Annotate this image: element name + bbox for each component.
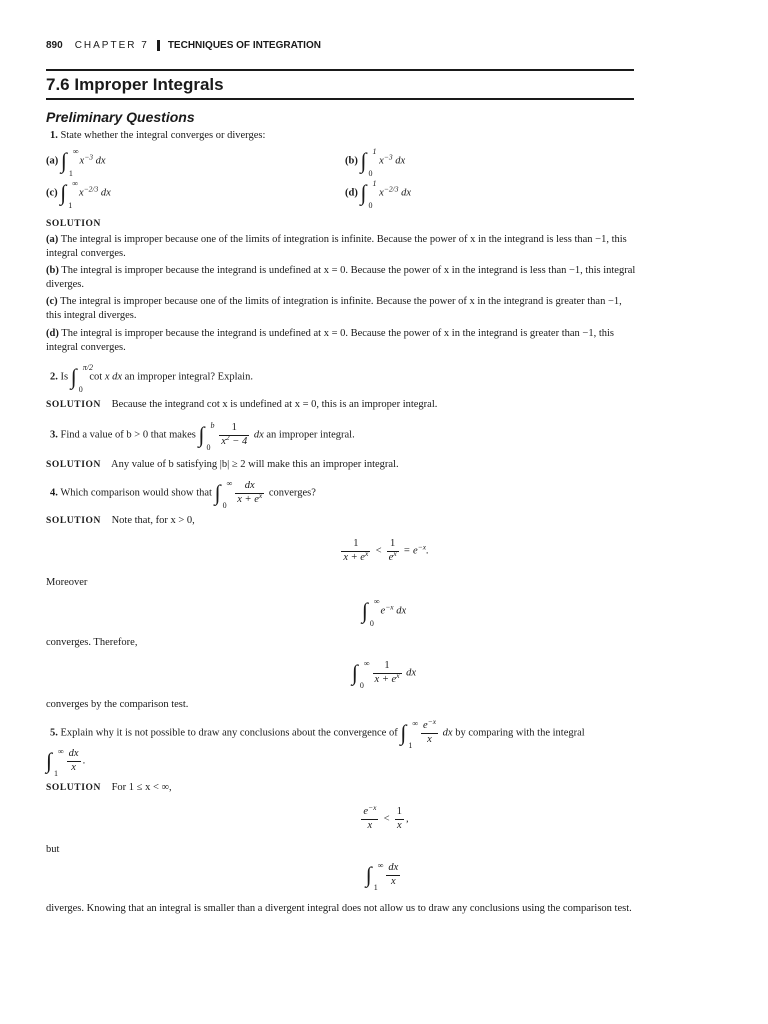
question-3: 3. Find a value of b > 0 that makes ∫ b 0 $\frac{1}{x^2 - 4}$ dx an improper integral. <box>50 421 355 453</box>
integral-sign: ∫ ∞ 1 <box>400 719 419 751</box>
part-label: (c) <box>46 296 58 307</box>
q5-conclusion: diverges. Knowing that an integral is smaller than a divergent integral does not allow us to draw any conclusions using the comparison test. <box>46 903 632 914</box>
question-text-post: an improper integral? Explain. <box>124 371 253 383</box>
q3-solution <box>46 458 399 472</box>
fraction: $\frac{e^{-x}}{x}$ <box>363 803 377 831</box>
solution-label: SOLUTION <box>46 783 101 793</box>
solution-text: Because the integrand cot x is undefined at x = 0, this is an improper integral. <box>111 399 438 410</box>
question-text-post: an improper integral. <box>266 429 355 441</box>
integral-sign: ∫ ∞ 1 <box>46 747 64 779</box>
fraction: $\frac{dx}{x + e^x}$ <box>237 480 263 505</box>
solution-text: The integral is improper because the integrand is undefined at x = 0. Because the power of x in the integrand is greater than −1, this integral converges. <box>46 328 614 354</box>
fraction: $\frac{1}{x^2 - 4}$ <box>221 422 248 447</box>
solution-text: The integral is improper because one of the limits of integration is infinite. Because the power of x in the integrand is greater than −1, this integral diverges. <box>46 296 622 322</box>
q1-solution-b <box>46 264 636 292</box>
q4-solution <box>46 514 195 528</box>
fraction: $\frac{1}{e^x}$ <box>388 538 397 563</box>
fraction: $\frac{dx}{x}$ <box>68 748 79 773</box>
question-text-pre: Find a value of b > 0 that makes <box>60 429 196 441</box>
question-text: State whether the integral converges or diverges: <box>60 130 266 141</box>
question-number: 5. <box>50 727 58 739</box>
question-number: 1. <box>50 130 58 141</box>
part-label: (a) <box>46 234 59 245</box>
fraction: $\frac{1}{x}$ <box>396 806 403 831</box>
solution-text: The integral is improper because one of the limits of integration is infinite. Because the power of x in the integrand is less than −1, this integral converges. <box>46 234 627 260</box>
question-1 <box>50 129 265 143</box>
solution-label: SOLUTION <box>46 219 101 229</box>
integral-sign: ∫ b 0 <box>198 421 215 453</box>
integral-sign: ∫ ∞ 0 <box>361 597 380 628</box>
moreover-text: Moreover <box>46 577 88 588</box>
q5-inequality: $\frac{e^{-x}}{x}$ < $\frac{1}{x}$ , <box>363 803 409 831</box>
q1-part-c: (c) ∫ ∞ 1 $x^{-2/3}$ dx <box>46 179 111 210</box>
question-number: 2. <box>50 371 58 383</box>
q4-inequality: $\frac{1}{x + e^x}$ < $\frac{1}{e^x}$ = $e^{-x}$. <box>343 538 429 563</box>
q1-part-b: (b) ∫ 1 0 $x^{-3}$ dx <box>345 147 406 178</box>
question-text-pre: Which comparison would show that <box>60 487 212 499</box>
q1-solution-a <box>46 233 636 261</box>
solution-text: For 1 ≤ x < ∞, <box>111 782 172 793</box>
q1-solution-c <box>46 295 636 323</box>
part-label: (d) <box>345 187 358 199</box>
integral-sign: ∫ ∞ 1 <box>60 179 78 210</box>
question-text-mid: by comparing with the integral <box>455 727 585 739</box>
question-5: 5. Explain why it is not possible to draw any conclusions about the convergence of ∫ ∞ 1 $\frac{e^{-x}}{x}$ dx by comparing with the integral <box>50 717 585 751</box>
solution-text: Any value of b satisfying |b| ≥ 2 will make this an improper integral. <box>111 459 399 470</box>
page-number: 890 <box>46 40 63 51</box>
chapter-label: CHAPTER 7 <box>74 40 149 51</box>
q2-solution <box>46 398 437 412</box>
integral-sign: ∫ 1 0 <box>360 147 377 178</box>
q4-integral-main: ∫ ∞ 0 $\frac{1}{x + e^x}$ dx <box>351 659 417 691</box>
q5-divergent-integral <box>0 861 768 893</box>
question-text-post: converges? <box>268 487 316 499</box>
chapter-title: TECHNIQUES OF INTEGRATION <box>167 40 321 51</box>
integral-sign: ∫ ∞ 1 <box>365 861 384 893</box>
question-number: 4. <box>50 487 58 499</box>
integral-sign: ∫ ∞ 0 <box>351 659 370 691</box>
solution-text: Note that, for x > 0, <box>111 515 195 526</box>
solution-label: SOLUTION <box>46 400 101 410</box>
integral-sign: ∫ ∞ 0 <box>214 479 233 511</box>
q1-part-d: (d) ∫ 1 0 $x^{-2/3}$ dx <box>345 179 411 210</box>
solution-label: SOLUTION <box>46 516 101 526</box>
section-title: 7.6 Improper Integrals <box>46 75 224 94</box>
section-rule-bottom <box>46 98 634 100</box>
q5-solution <box>46 781 172 795</box>
part-label: (b) <box>46 265 59 276</box>
fraction: $\frac{dx}{x}$ <box>388 862 399 887</box>
question-text-pre: Explain why it is not possible to draw any conclusions about the convergence of <box>60 727 398 739</box>
header-divider <box>157 40 160 51</box>
question-2: 2. Is ∫ π/2 0 cot x dx an improper integral? Explain. <box>50 363 253 394</box>
q4-conclusion: converges by the comparison test. <box>46 699 189 710</box>
q1-solution-d <box>46 327 636 355</box>
part-label: (b) <box>345 155 358 167</box>
q1-part-a: (a) ∫ ∞ 1 $x^{-3}$ dx <box>46 147 106 178</box>
fraction: $\frac{1}{x + e^x}$ <box>343 538 369 563</box>
fraction: $\frac{1}{x + e^x}$ <box>374 660 400 685</box>
part-label: (d) <box>46 328 59 339</box>
integral-sign: ∫ π/2 0 <box>70 363 93 394</box>
section-rule-top <box>46 69 634 71</box>
question-4 <box>50 479 316 511</box>
converges-therefore-text: converges. Therefore, <box>46 637 138 648</box>
q4-integral-exp: ∫ ∞ 0 $e^{-x}$ dx <box>361 597 407 628</box>
question-number: 3. <box>50 429 58 441</box>
q5-comparison-integral: ∫ ∞ 1 $\frac{dx}{x}$ . <box>46 747 86 779</box>
part-label: (c) <box>46 187 58 199</box>
integral-sign: ∫ 1 0 <box>360 179 377 210</box>
fraction: $\frac{e^{-x}}{x}$ <box>422 717 437 745</box>
solution-label: SOLUTION <box>46 460 101 470</box>
running-header <box>46 39 321 53</box>
integral-sign: ∫ ∞ 1 <box>60 147 79 178</box>
solution-text: The integral is improper because the integrand is undefined at x = 0. Because the power of x in the integrand is less than −1, this integral diverges. <box>46 265 636 291</box>
part-label: (a) <box>46 155 59 167</box>
section-subtitle: Preliminary Questions <box>46 109 195 125</box>
but-text: but <box>46 844 60 855</box>
question-text-pre: Is <box>60 371 69 383</box>
